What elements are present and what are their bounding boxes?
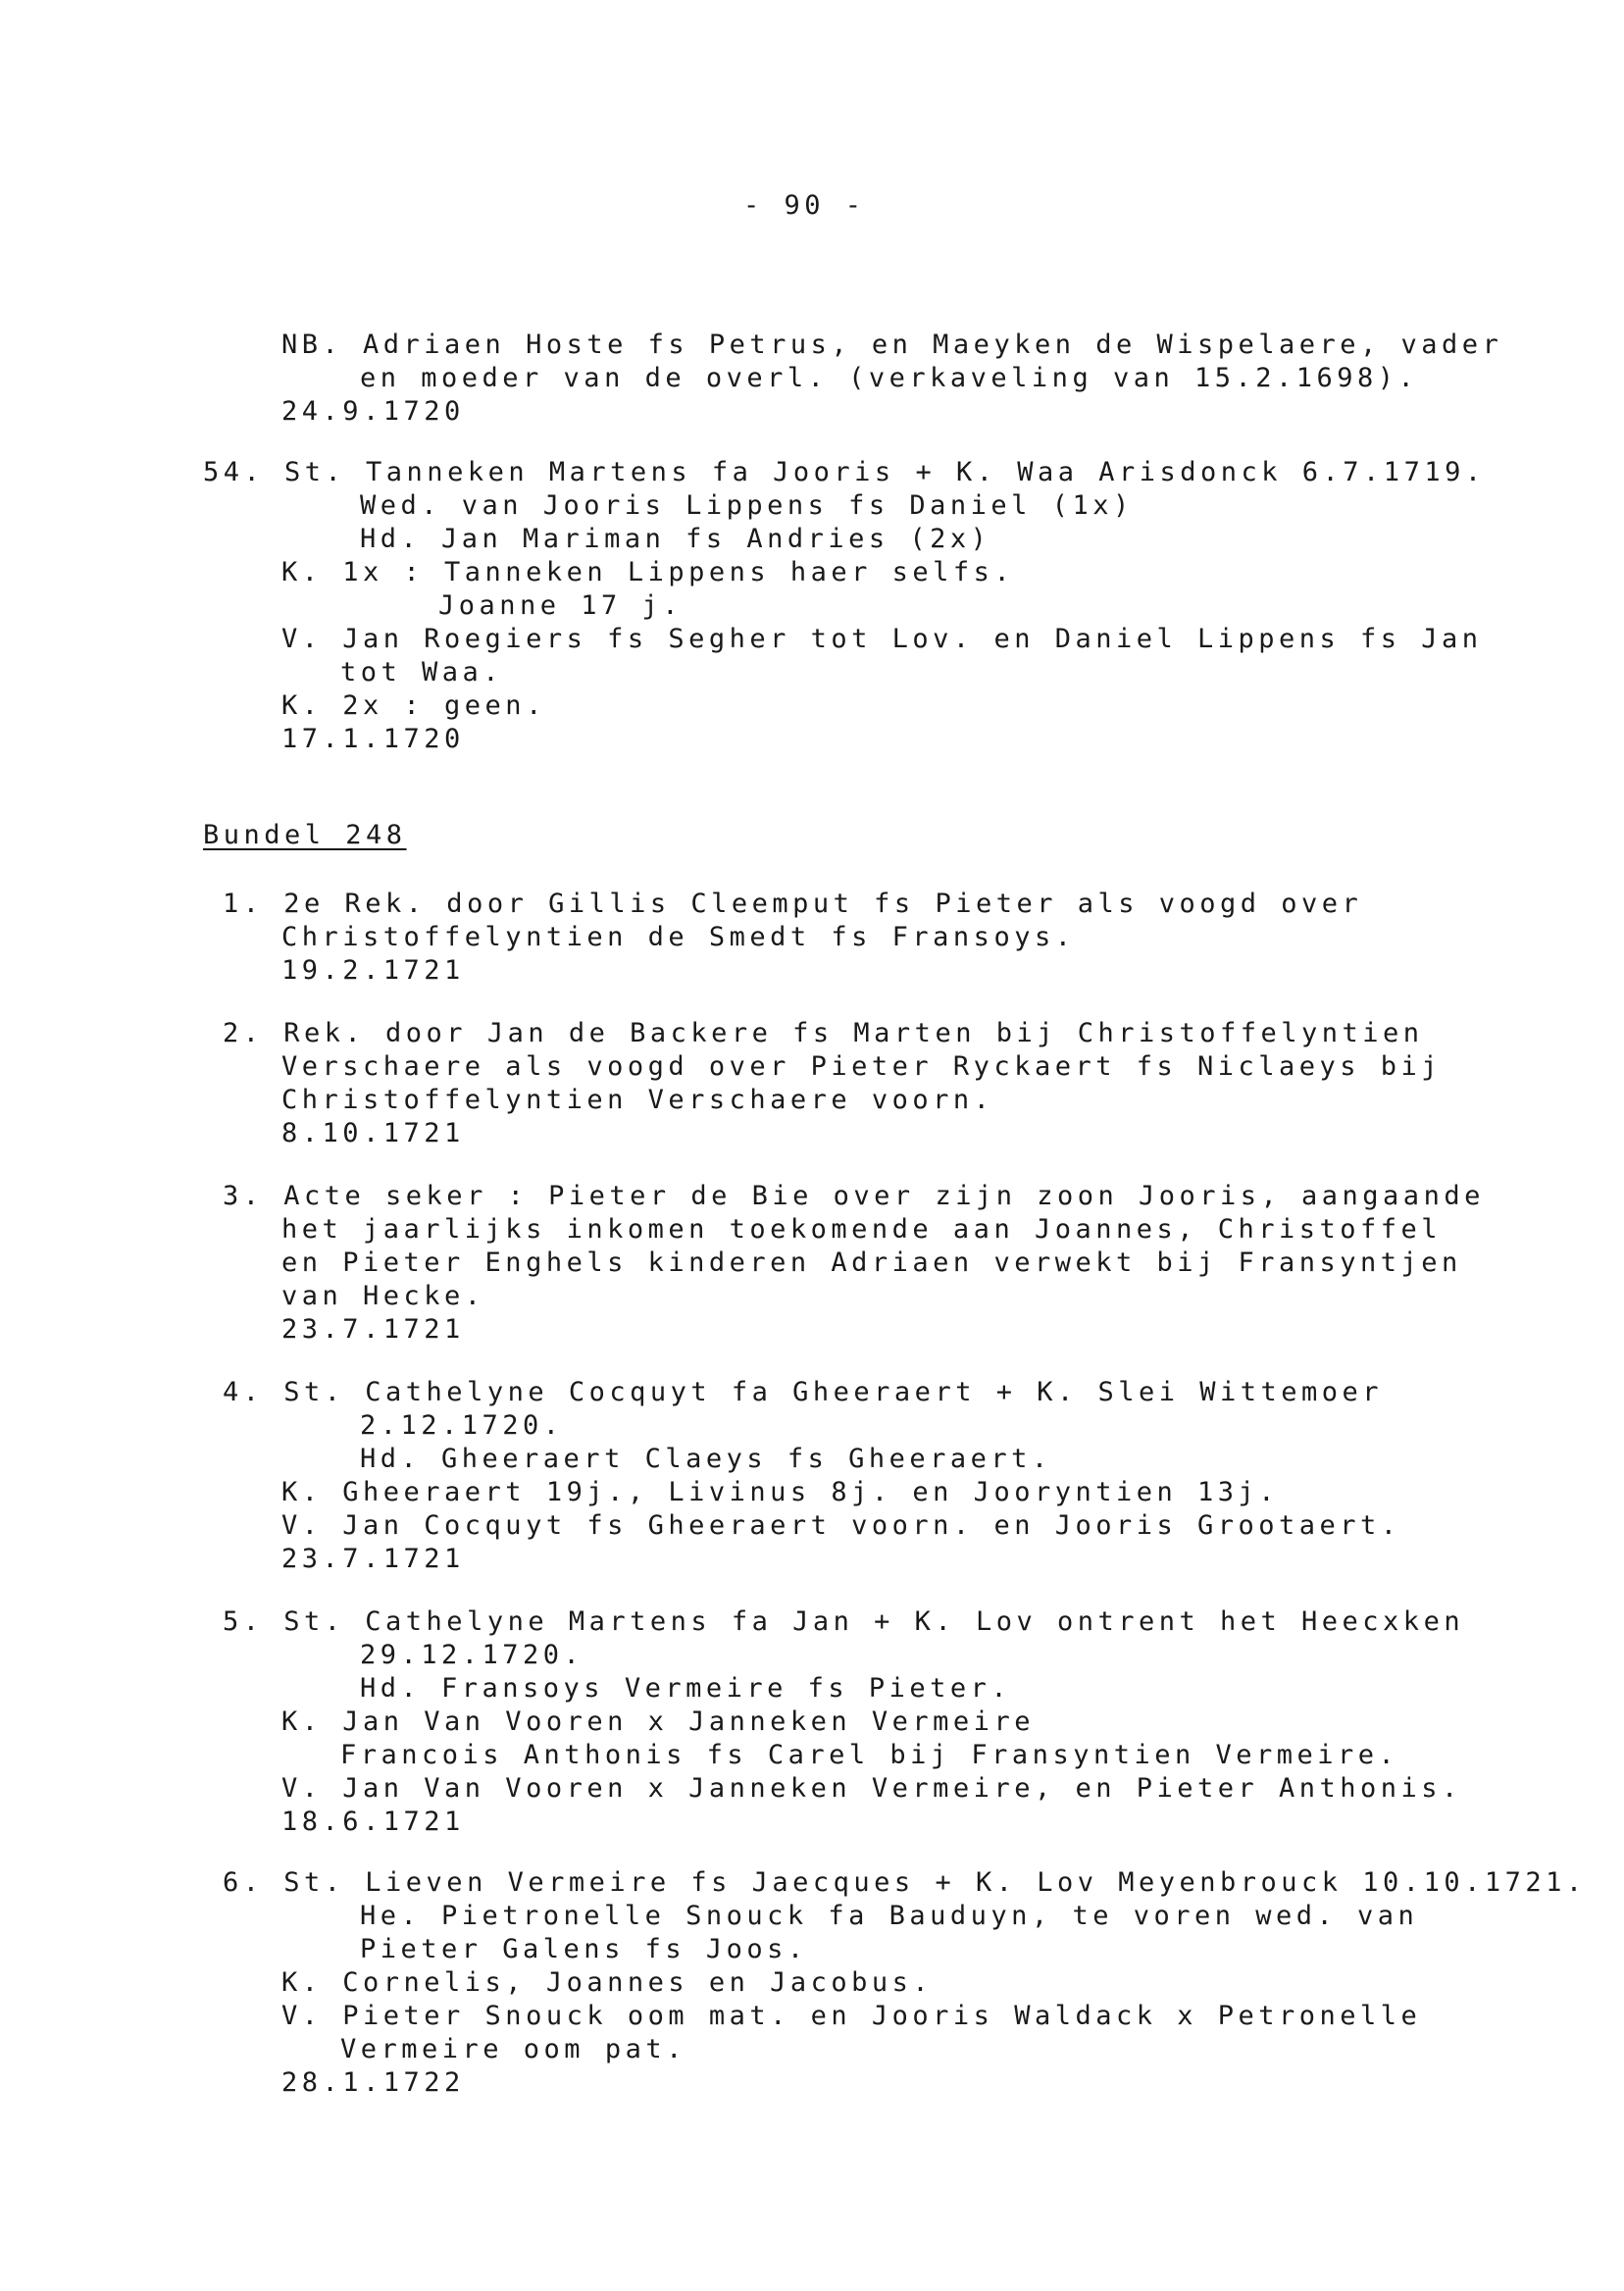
text-line: 4. St. Cathelyne Cocquyt fa Gheeraert + K. Slei Wittemoer: [223, 1377, 1384, 1407]
text-line: V. Jan Cocquyt fs Gheeraert voorn. en Jooris Grootaert.: [281, 1510, 1401, 1541]
date-line: 28.1.1722: [281, 2067, 465, 2098]
text-line: He. Pietronelle Snouck fa Bauduyn, te voren wed. van: [360, 1901, 1419, 1931]
text-line: Wed. van Jooris Lippens fs Daniel (1x): [360, 490, 1134, 521]
text-line: Pieter Galens fs Joos.: [360, 1934, 808, 1964]
date-line: 17.1.1720: [281, 724, 465, 754]
date-line: 18.6.1721: [281, 1807, 465, 1837]
text-line: V. Pieter Snouck oom mat. en Jooris Waldack x Petronelle: [281, 2001, 1422, 2031]
text-line: K. 1x : Tanneken Lippens haer selfs.: [281, 557, 1015, 587]
text-line: en moeder van de overl. (verkaveling van 15.2.1698).: [360, 363, 1419, 393]
text-line: K. Jan Van Vooren x Janneken Vermeire: [281, 1706, 1035, 1737]
text-line: 54. St. Tanneken Martens fa Jooris + K. Waa Arisdonck 6.7.1719.: [203, 457, 1486, 487]
text-line: 3. Acte seker : Pieter de Bie over zijn zoon Jooris, aangaande: [223, 1181, 1485, 1211]
text-line: 29.12.1720.: [360, 1640, 584, 1670]
text-line: Francois Anthonis fs Carel bij Fransyntien Vermeire.: [340, 1740, 1399, 1770]
text-line: K. Cornelis, Joannes en Jacobus.: [281, 1967, 934, 1998]
text-line: Christoffelyntien Verschaere voorn.: [281, 1085, 994, 1115]
text-line: Vermeire oom pat.: [340, 2034, 686, 2064]
text-line: 2.12.1720.: [360, 1410, 564, 1441]
text-line: Hd. Fransoys Vermeire fs Pieter.: [360, 1673, 1012, 1704]
text-line: V. Jan Van Vooren x Janneken Vermeire, en Pieter Anthonis.: [281, 1773, 1462, 1804]
text-line: het jaarlijks inkomen toekomende aan Joannes, Christoffel: [281, 1214, 1443, 1245]
text-line: 1. 2e Rek. door Gillis Cleemput fs Pieter als voogd over: [223, 889, 1363, 919]
text-line: K. Gheeraert 19j., Livinus 8j. en Jooryntien 13j.: [281, 1477, 1280, 1507]
text-line: NB. Adriaen Hoste fs Petrus, en Maeyken de Wispelaere, vader: [281, 330, 1503, 360]
text-line: Hd. Jan Mariman fs Andries (2x): [360, 524, 991, 554]
text-line: en Pieter Enghels kinderen Adriaen verwekt bij Fransyntjen: [281, 1247, 1462, 1278]
text-line: van Hecke.: [281, 1281, 485, 1311]
text-line: Hd. Gheeraert Claeys fs Gheeraert.: [360, 1444, 1052, 1474]
text-line: V. Jan Roegiers fs Segher tot Lov. en Daniel Lippens fs Jan: [281, 624, 1483, 654]
text-line: 6. St. Lieven Vermeire fs Jaecques + K. Lov Meyenbrouck 10.10.1721.: [223, 1867, 1587, 1898]
text-line: Christoffelyntien de Smedt fs Fransoys.: [281, 922, 1076, 952]
date-line: 24.9.1720: [281, 396, 465, 427]
section-heading: Bundel 248: [203, 820, 407, 850]
text-line: 5. St. Cathelyne Martens fa Jan + K. Lov ontrent het Heecxken: [223, 1606, 1465, 1637]
text-line: 2. Rek. door Jan de Backere fs Marten bij Christoffelyntien: [223, 1018, 1424, 1048]
date-line: 23.7.1721: [281, 1314, 465, 1345]
text-line: Joanne 17 j.: [438, 590, 684, 621]
page-number: - 90 -: [743, 190, 866, 221]
date-line: 23.7.1721: [281, 1544, 465, 1574]
text-line: Verschaere als voogd over Pieter Ryckaert fs Niclaeys bij: [281, 1051, 1443, 1082]
date-line: 8.10.1721: [281, 1118, 465, 1148]
text-line: tot Waa.: [340, 657, 504, 687]
date-line: 19.2.1721: [281, 955, 465, 986]
text-line: K. 2x : geen.: [281, 690, 546, 721]
